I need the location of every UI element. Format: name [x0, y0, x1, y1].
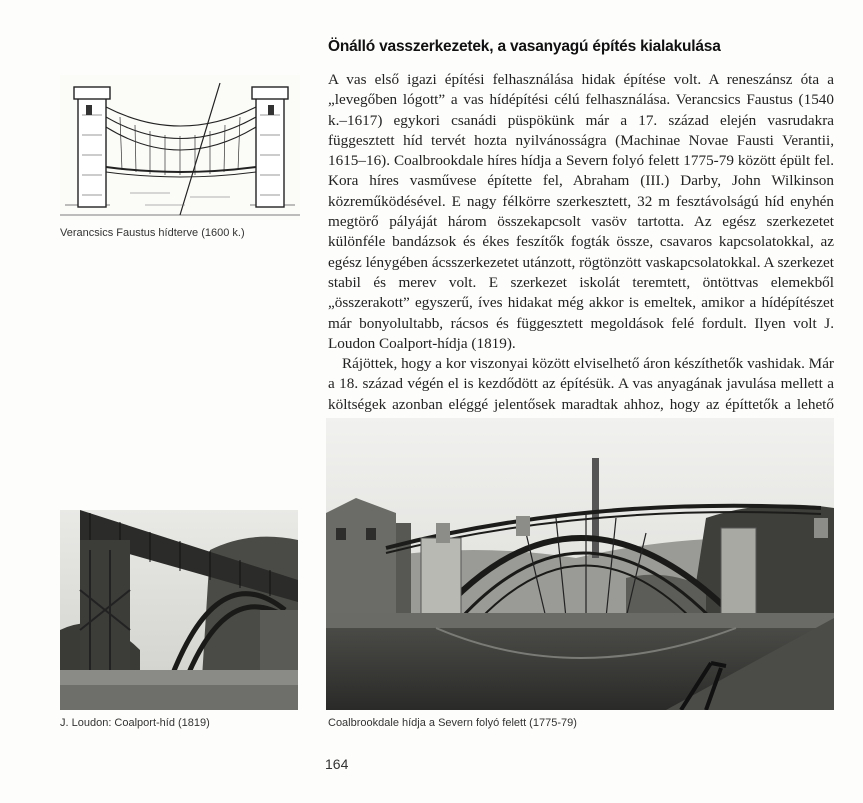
verancsics-bridge-figure: [60, 75, 300, 220]
body-text: [328, 70, 834, 456]
coalport-bridge-photo: [60, 510, 298, 710]
page-number: 164: [325, 756, 349, 772]
figure-caption: J. Loudon: Coalport-híd (1819): [60, 717, 210, 729]
figure-caption: Coalbrookdale hídja a Severn folyó felett (1775-79): [328, 717, 577, 729]
paragraph: A vas első igazi építési felhasználása hidak építése volt. A reneszánsz óta a „levegőben lógott” a vas hídépítési célú felhasználása. Verancsics Faustus (1540 k.–1617) egykori csanádi püspökünk már a 17. század elején vasrudakra függesztett híd tervét hozta nyilvánosságra (Machinae Novae Fausti Verantii, 1615–16). Coalbrookdale híres hídja a Severn folyó felett 1775-79 között épült fel. Kora híres vasművese építette fel, Abraham (III.) Darby, John Wilkinson közreműködésével. E nagy félkörre szerkesztett, 32 m fesztávolságú híd enyhén megtörő pályáját három összekapcsolt vasöv tartotta. Az egész szerkezetet különféle bandázsok és ékes feszítők fogták össze, csavaros kapcsolatokkal, az egész lénygében ácsszerkezetet utánzott, rögtönzött vaskapcsolatokkal. A szerkezet stabil és merev volt. E szerkezet iskolát teremtett, öntöttvas elemekből „összerakott” egyszerű, íves hidakat még akkor is emeltek, amikor a hídépítészet már bonyolultabb, rácsos és függesztett megoldások felé fordult. Ilyen volt J. Loudon Coalport-hídja (1819).: [328, 71, 834, 352]
figure-caption: Verancsics Faustus hídterve (1600 k.): [60, 227, 245, 239]
section-heading: Önálló vasszerkezetek, a vasanyagú építés kialakulása: [328, 38, 721, 55]
coalbrookdale-bridge-photo: [326, 418, 834, 710]
paragraph: Rájöttek, hogy a kor viszonyai között elviselhető áron készíthetők vashidak. Már a 18. század végén el is kezdődött az építésük. A vas anyagának javulása mellett a költségek azonban eléggé jelentősek maradtak ahhoz, hogy az építtetők a lehető: [328, 355, 834, 413]
